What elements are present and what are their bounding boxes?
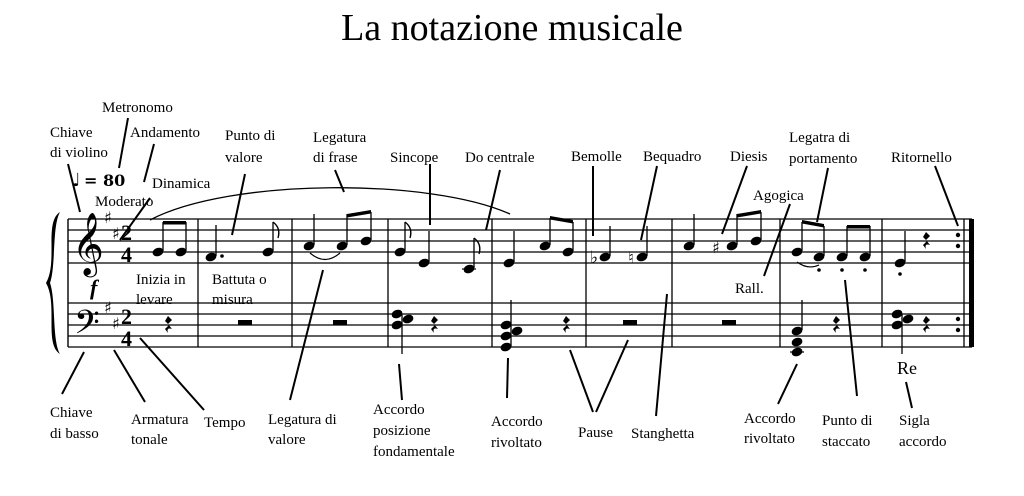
metronome-marking: = 80: [84, 171, 126, 190]
label-tempo: Tempo: [204, 415, 246, 431]
label-legatura-valore-1: Legatura di: [268, 412, 337, 428]
label-punto-valore-2: valore: [225, 150, 263, 166]
dynamic-forte: f: [90, 275, 98, 300]
bass-clef-icon: 𝄢: [74, 304, 100, 350]
label-legatura-portamento-2: portamento: [789, 151, 858, 167]
label-accordo-fondamentale-1: Accordo: [373, 402, 425, 418]
chord-symbol: Re: [897, 358, 917, 378]
label-bequadro: Bequadro: [643, 149, 702, 165]
label-battuta-misura-1: Battuta o: [212, 272, 267, 288]
svg-text:♯: ♯: [112, 314, 120, 333]
label-agogica: Agogica: [753, 188, 804, 204]
label-legatura-frase-1: Legatura: [313, 130, 367, 146]
treble-staff: [68, 219, 972, 263]
label-stanghetta: Stanghetta: [631, 426, 695, 442]
label-accordo-fondamentale-2: posizione: [373, 423, 431, 439]
treble-clef-icon: 𝄞: [72, 212, 104, 275]
label-accordo-rivoltato-1b: rivoltato: [491, 435, 542, 451]
label-punto-staccato-1: Punto di: [822, 413, 873, 429]
time-signature-treble-top: 2: [121, 220, 132, 245]
label-diesis: Diesis: [730, 149, 768, 165]
label-sigla-accordo-1: Sigla: [899, 413, 930, 429]
svg-text:♯: ♯: [104, 298, 112, 317]
label-accordo-fondamentale-3: fondamentale: [373, 444, 455, 460]
label-pause: Pause: [578, 425, 613, 441]
bass-notes: [165, 300, 930, 357]
label-dinamica: Dinamica: [152, 176, 211, 192]
label-armatura-tonale-2: tonale: [131, 432, 168, 448]
time-signature-treble-bottom: 4: [121, 242, 132, 267]
page-title: La notazione musicale: [341, 7, 683, 49]
label-chiave-violino-2: di violino: [50, 145, 108, 161]
label-do-centrale: Do centrale: [465, 150, 535, 166]
label-accordo-rivoltato-2a: Accordo: [744, 411, 796, 427]
label-punto-staccato-2: staccato: [822, 434, 871, 450]
repeat-barline: [956, 219, 974, 347]
label-sigla-accordo-2: accordo: [899, 434, 947, 450]
label-chiave-basso-2: di basso: [50, 426, 99, 442]
brace: [46, 212, 60, 354]
svg-text:♯: ♯: [712, 238, 720, 257]
phrase-slur: [150, 188, 510, 220]
label-chiave-violino-1: Chiave: [50, 125, 93, 141]
barlines: [198, 219, 882, 347]
rall-marking: Rall.: [735, 281, 764, 297]
bass-staff: [68, 303, 972, 347]
annotation-labels: [50, 100, 952, 460]
label-chiave-basso-1: Chiave: [50, 405, 93, 421]
key-signature-treble: [104, 208, 120, 243]
label-legatura-frase-2: di frase: [313, 150, 358, 166]
label-sincope: Sincope: [390, 150, 439, 166]
svg-text:♯: ♯: [104, 208, 112, 227]
label-legatura-valore-2: valore: [268, 432, 306, 448]
label-andamento: Andamento: [130, 125, 200, 141]
svg-text:♯: ♯: [112, 224, 120, 243]
svg-text:♭: ♭: [590, 248, 599, 268]
label-inizia-levare-2: levare: [136, 292, 173, 308]
label-ritornello: Ritornello: [891, 150, 952, 166]
label-inizia-levare-1: Inizia in: [136, 272, 186, 288]
label-punto-valore-1: Punto di: [225, 128, 276, 144]
time-signature-bass-bottom: 4: [121, 326, 132, 351]
svg-text:♮: ♮: [628, 248, 634, 267]
label-accordo-rivoltato-2b: rivoltato: [744, 431, 795, 447]
time-signature-bass-top: 2: [121, 304, 132, 329]
label-battuta-misura-2: misura: [212, 292, 253, 308]
treble-notes: [152, 210, 930, 276]
quarter-note-icon: ♩: [72, 170, 81, 191]
label-legatura-portamento-1: Legatra di: [789, 130, 851, 146]
label-bemolle: Bemolle: [571, 149, 622, 165]
label-metronomo: Metronomo: [102, 100, 173, 116]
label-accordo-rivoltato-1a: Accordo: [491, 414, 543, 430]
andamento-word: Moderato: [95, 194, 154, 210]
label-armatura-tonale-1: Armatura: [131, 412, 189, 428]
